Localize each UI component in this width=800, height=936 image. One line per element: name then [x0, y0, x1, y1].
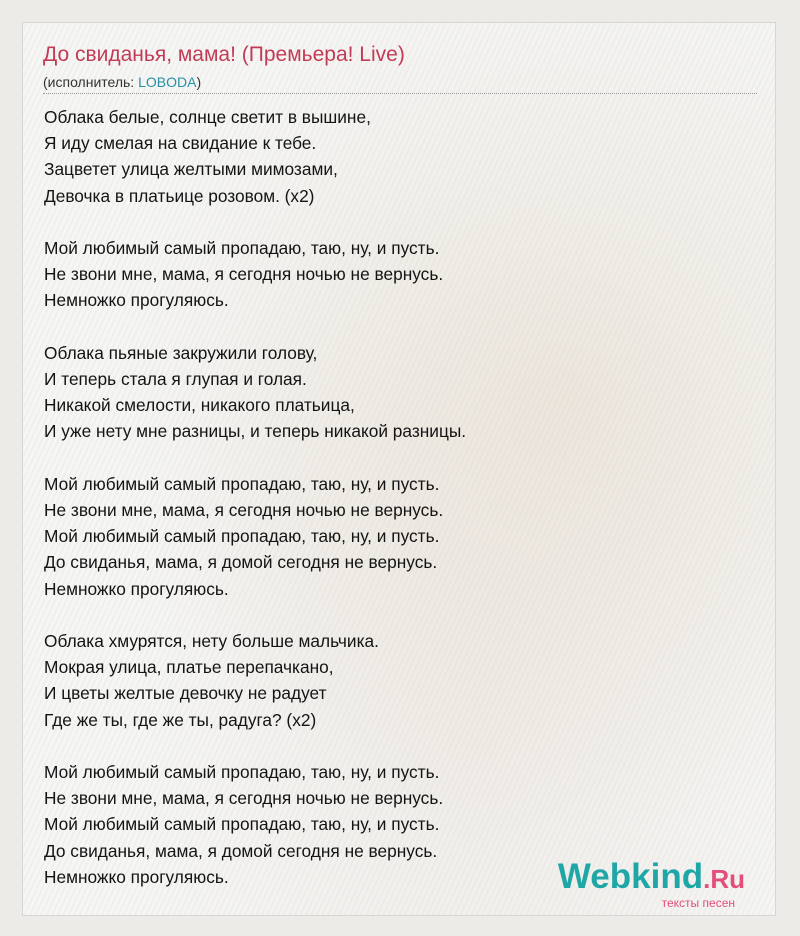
lyrics-line: Девочка в платьице розовом. (x2) — [44, 185, 315, 206]
song-title: До свиданья, мама! (Премьера! Live) — [43, 43, 405, 66]
performer-line — [43, 74, 201, 90]
lyrics-stanza — [44, 759, 466, 890]
lyrics-line: Мой любимый самый пропадаю, таю, ну, и пусть. — [44, 762, 440, 782]
logo-tagline: тексты песен — [661, 896, 735, 910]
lyrics-line: Зацветет улица желтыми мимозами, — [44, 159, 338, 180]
lyrics-text — [44, 104, 466, 916]
lyrics-line: Я иду смелая на свидание к тебе. — [44, 133, 317, 154]
lyrics-card — [22, 22, 776, 916]
lyrics-line: Мой любимый самый пропадаю, таю, ну, и пусть. — [44, 238, 440, 258]
logo-wordmark — [558, 859, 745, 897]
lyrics-stanza — [44, 235, 466, 314]
lyrics-line: Не звони мне, мама, я сегодня ночью не вернусь. — [44, 500, 444, 520]
lyrics-line: Не звони мне, мама, я сегодня ночью не вернусь. — [44, 264, 444, 285]
lyrics-line: Никакой смелости, никакого платьица, — [44, 395, 355, 416]
performer-prefix: (исполнитель: — [43, 74, 139, 90]
lyrics-line: Немножко прогуляюсь. — [44, 290, 229, 311]
lyrics-line: Мой любимый самый пропадаю, таю, ну, и пусть. — [44, 526, 440, 547]
lyrics-line: До свиданья, мама, я домой сегодня не вернусь. — [44, 840, 438, 861]
lyrics-line: Мой любимый самый пропадаю, таю, ну, и пусть. — [44, 473, 440, 494]
lyrics-line: Мой любимый самый пропадаю, таю, ну, и пусть. — [44, 814, 440, 835]
performer-suffix: ) — [196, 74, 202, 90]
logo-accent-text: .Ru — [703, 864, 745, 894]
lyrics-line: Облака пьяные закружили голову, — [44, 342, 318, 363]
logo-main-text: Webkind — [557, 857, 704, 896]
lyrics-stanza — [44, 340, 466, 445]
lyrics-line: И теперь стала я глупая и голая. — [44, 369, 307, 389]
lyrics-line: Облака белые, солнце светит в вышине, — [44, 107, 371, 127]
lyrics-line: И уже нету мне разницы, и теперь никакой разницы. — [44, 421, 467, 442]
lyrics-line: Облака хмурятся, нету больше мальчика. — [44, 631, 379, 651]
lyrics-line: Где же ты, где же ты, радуга? (x2) — [44, 709, 317, 730]
lyrics-line: Немножко прогуляюсь. — [44, 866, 229, 887]
lyrics-stanza — [44, 471, 466, 602]
lyrics-line: И цветы желтые девочку не радует — [44, 683, 327, 704]
performer-link[interactable]: LOBODA — [138, 74, 197, 90]
lyrics-stanza — [44, 628, 466, 733]
site-logo[interactable] — [558, 859, 745, 909]
lyrics-line: До свиданья, мама, я домой сегодня не вернусь. — [44, 552, 438, 573]
lyrics-stanza — [44, 104, 466, 209]
lyrics-line: Не звони мне, мама, я сегодня ночью не вернусь. — [44, 788, 444, 809]
lyrics-line: Немножко прогуляюсь. — [44, 578, 229, 599]
lyrics-line: Мокрая улица, платье перепачкано, — [44, 657, 334, 678]
divider — [43, 93, 757, 94]
